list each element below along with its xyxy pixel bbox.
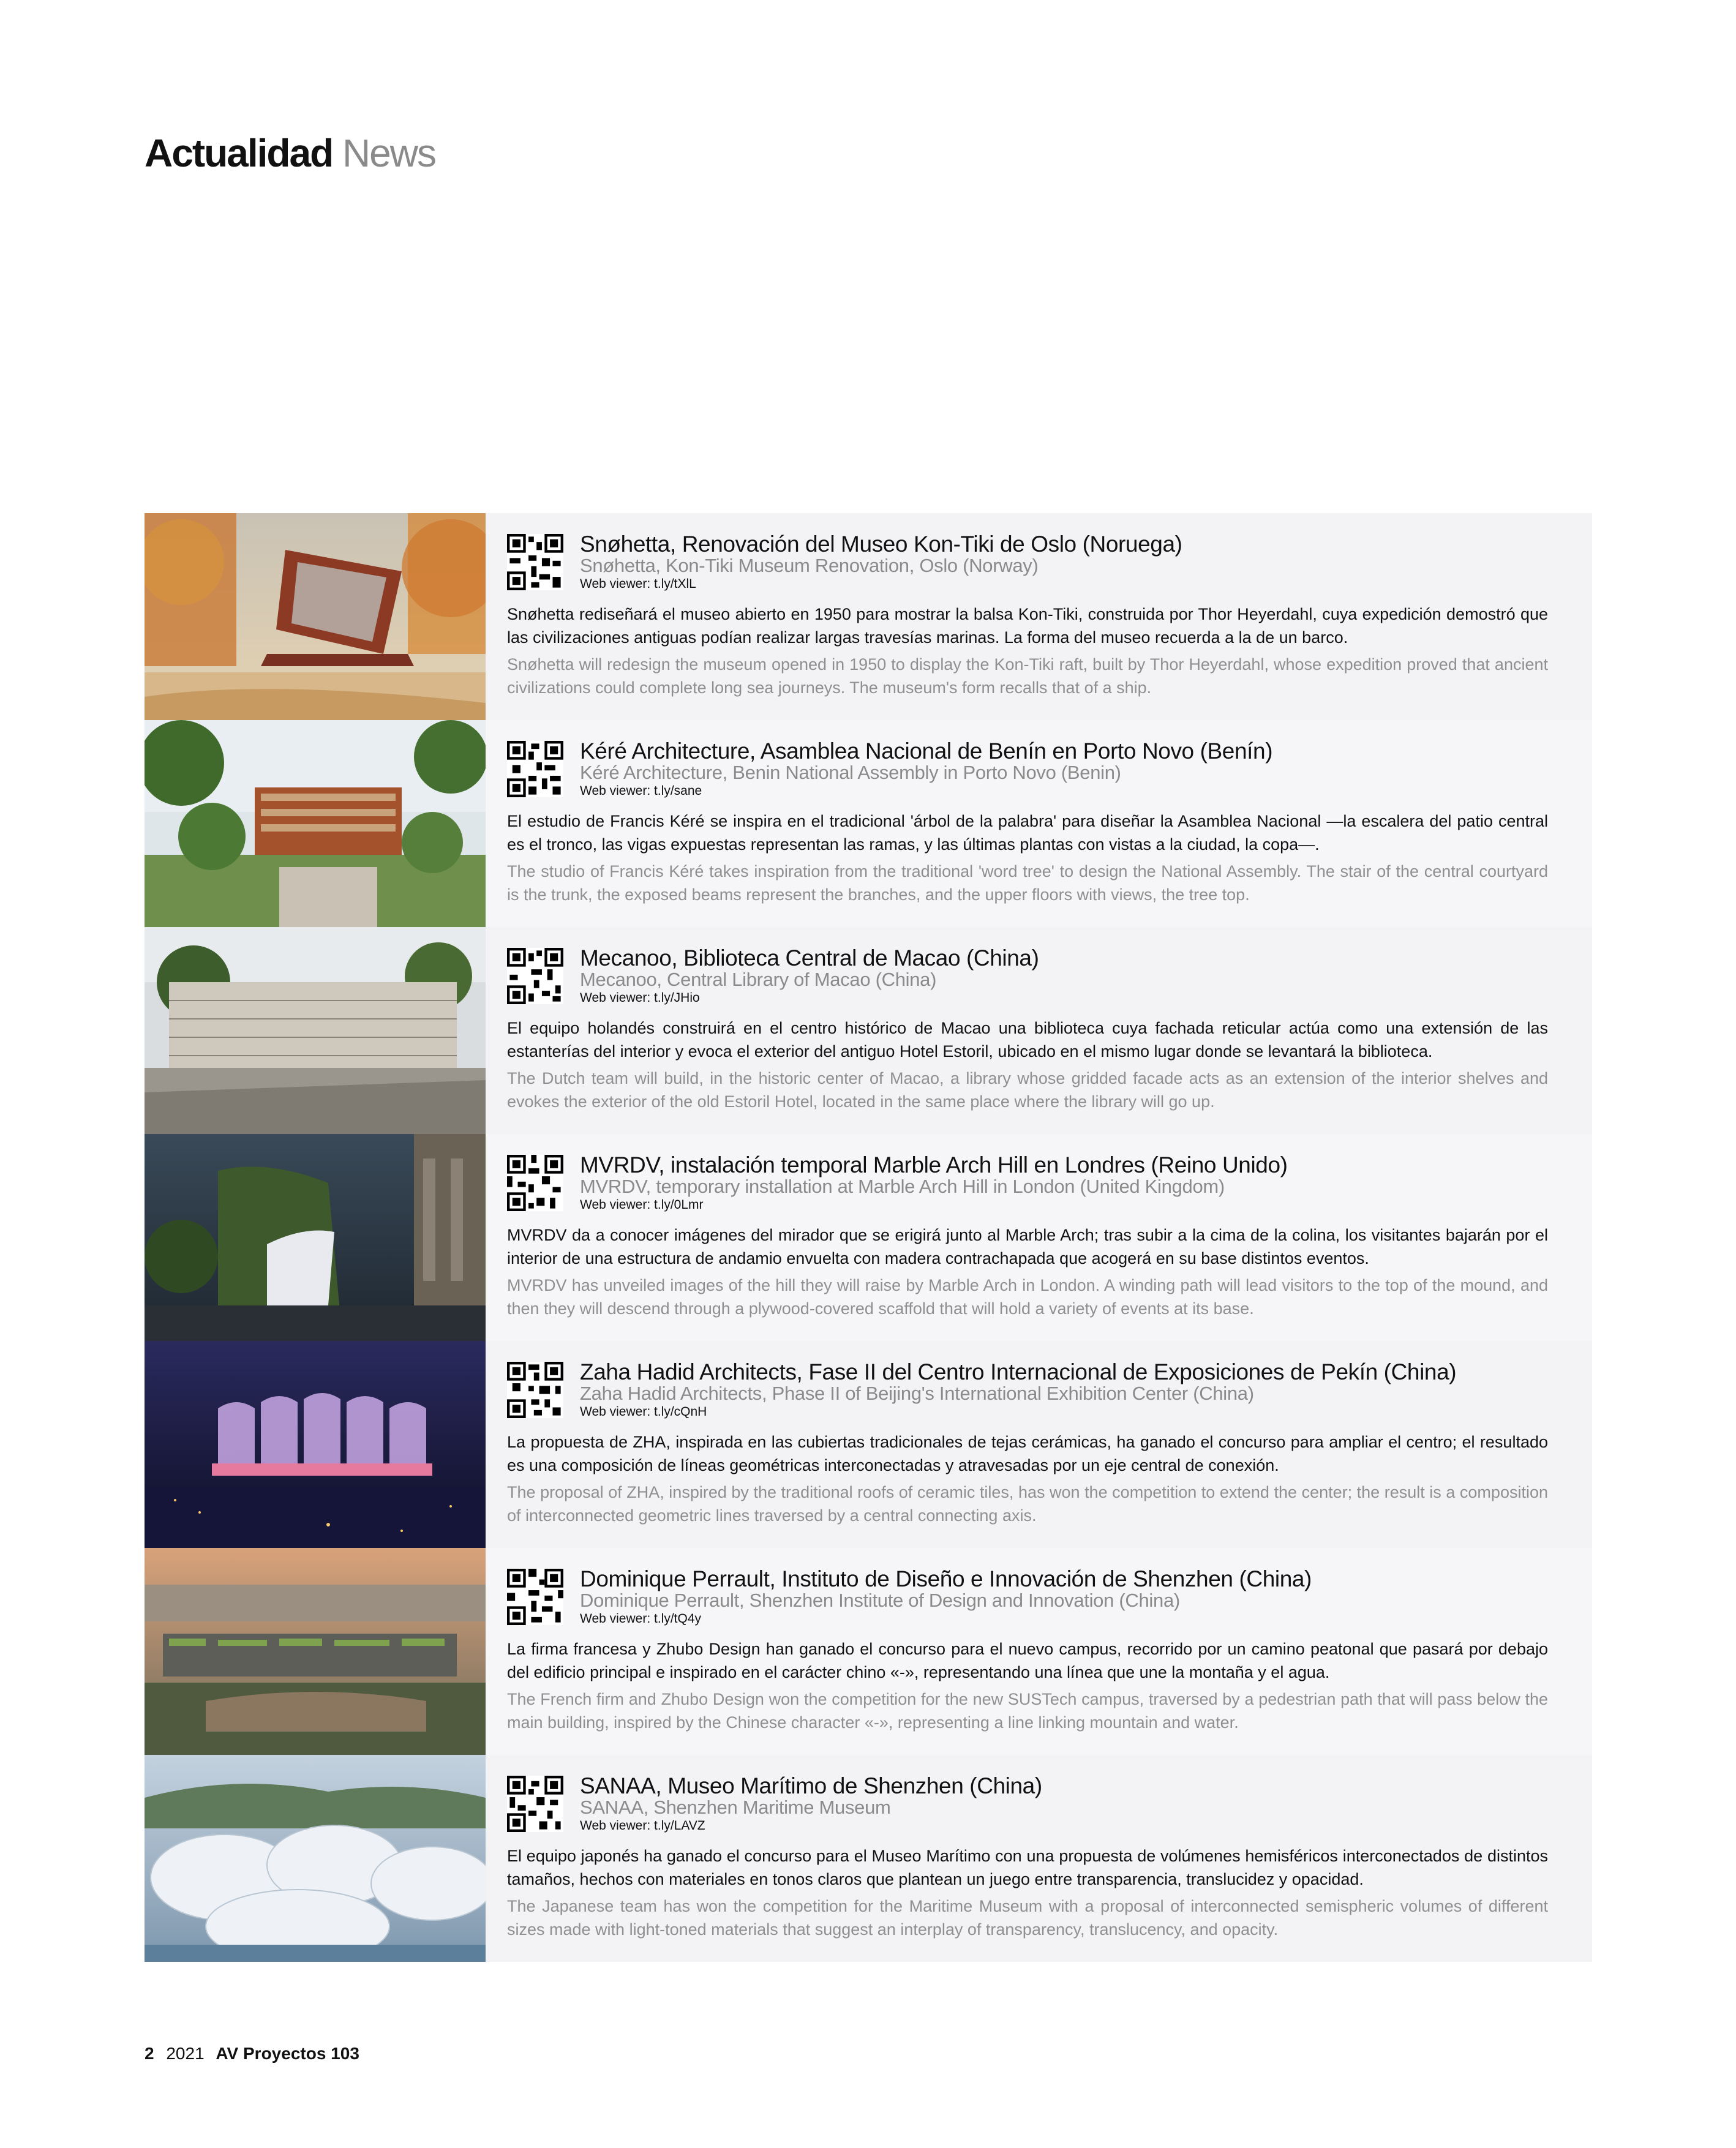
web-viewer-prefix: Web viewer:: [580, 991, 654, 1005]
web-viewer-link[interactable]: [580, 1405, 707, 1419]
news-title-en: Kéré Architecture, Benin National Assembly in Porto Novo (Benin): [580, 762, 1121, 783]
web-viewer-link[interactable]: [580, 1819, 705, 1833]
qr-code-icon[interactable]: [507, 1362, 563, 1418]
web-viewer-url[interactable]: t.ly/tXlL: [654, 577, 696, 591]
web-viewer-link[interactable]: [580, 991, 700, 1005]
web-viewer-prefix: Web viewer:: [580, 1612, 654, 1626]
news-photo: [145, 1548, 486, 1755]
news-item-sanaa: [145, 1755, 1592, 1962]
news-body-en: The French firm and Zhubo Design won the competition for the new SUSTech campus, traversed by a pedestrian path that will pass below the main building, inspired by the Chinese character «-», representing a line linking mountain and water.: [507, 1690, 1548, 1732]
news-photo: [145, 1341, 486, 1548]
news-item-zaha-hadid: [145, 1341, 1592, 1548]
news-item-dominique-perrault: [145, 1548, 1592, 1755]
news-title-en: Dominique Perrault, Shenzhen Institute of Design and Innovation (China): [580, 1590, 1180, 1611]
qr-code-icon[interactable]: [507, 534, 563, 590]
web-viewer-url[interactable]: t.ly/sane: [654, 784, 702, 798]
news-title-es: SANAA, Museo Marítimo de Shenzhen (China): [580, 1773, 1042, 1798]
news-list: [145, 513, 1592, 1962]
page-title-es: Actualidad: [145, 131, 333, 175]
news-title-en: SANAA, Shenzhen Maritime Museum: [580, 1797, 891, 1818]
page-footer: [145, 2044, 359, 2064]
news-title-es: Mecanoo, Biblioteca Central de Macao (China): [580, 945, 1039, 971]
web-viewer-link[interactable]: [580, 784, 702, 798]
news-title-en: Zaha Hadid Architects, Phase II of Beijing's International Exhibition Center (China): [580, 1383, 1254, 1404]
qr-code-icon[interactable]: [507, 741, 563, 797]
web-viewer-prefix: Web viewer:: [580, 1198, 654, 1212]
news-item-mecanoo: [145, 927, 1592, 1134]
news-photo: [145, 927, 486, 1134]
news-photo: [145, 513, 486, 720]
qr-code-icon[interactable]: [507, 1569, 563, 1625]
news-item-snohetta: [145, 513, 1592, 720]
web-viewer-url[interactable]: t.ly/LAVZ: [654, 1819, 705, 1833]
web-viewer-url[interactable]: t.ly/tQ4y: [654, 1612, 702, 1626]
news-body-en: Snøhetta will redesign the museum opened in 1950 to display the Kon-Tiki raft, built by Thor Heyerdahl, whose expedition proved that ancient civilizations could complete long sea journeys. The museum's form recalls that of a ship.: [507, 655, 1548, 697]
page-title-en: News: [342, 131, 435, 175]
web-viewer-prefix: Web viewer:: [580, 1405, 654, 1419]
news-body-es: El equipo holandés construirá en el centro histórico de Macao una biblioteca cuya fachada reticular actúa como una extensión de las estanterías del interior y evoca el exterior del antiguo Hotel Estoril, ubicado en el mismo lugar donde se levantará la biblioteca.: [507, 1019, 1548, 1061]
news-title-es: Snøhetta, Renovación del Museo Kon-Tiki de Oslo (Noruega): [580, 531, 1182, 557]
web-viewer-url[interactable]: t.ly/cQnH: [654, 1405, 707, 1419]
news-item-mvrdv: [145, 1134, 1592, 1341]
news-body-en: The proposal of ZHA, inspired by the traditional roofs of ceramic tiles, has won the competition to extend the center; the result is a composition of interconnected geometric lines traversed by a central connecting axis.: [507, 1483, 1548, 1525]
news-title-es: Dominique Perrault, Instituto de Diseño e Innovación de Shenzhen (China): [580, 1566, 1312, 1591]
qr-code-icon[interactable]: [507, 948, 563, 1004]
news-title-es: Zaha Hadid Architects, Fase II del Centro Internacional de Exposiciones de Pekín (China): [580, 1359, 1457, 1384]
web-viewer-url[interactable]: t.ly/JHio: [654, 991, 700, 1005]
web-viewer-prefix: Web viewer:: [580, 577, 654, 591]
news-body-en: The Dutch team will build, in the historic center of Macao, a library whose gridded facade acts as an extension of the interior shelves and evokes the exterior of the old Estoril Hotel, located in the same place where the library will go up.: [507, 1069, 1548, 1111]
news-body-es: La firma francesa y Zhubo Design han ganado el concurso para el nuevo campus, recorrido por un camino peatonal que pasará por debajo del edificio principal e inspirado en el carácter chino «-», representando una línea que une la montaña y el agua.: [507, 1640, 1548, 1681]
web-viewer-link[interactable]: [580, 577, 696, 591]
news-item-kere: [145, 720, 1592, 927]
web-viewer-prefix: Web viewer:: [580, 784, 654, 798]
news-body-en: MVRDV has unveiled images of the hill they will raise by Marble Arch in London. A winding path will lead visitors to the top of the mound, and then they will descend through a plywood-covered scaffold that will hold a variety of events at its base.: [507, 1276, 1548, 1318]
news-body-es: El estudio de Francis Kéré se inspira en el tradicional 'árbol de la palabra' para diseñar la Asamblea Nacional —la escalera del patio central es el tronco, las vigas expuestas representan las ramas, y las últimas plantas con vistas a la ciudad, la copa—.: [507, 812, 1548, 854]
web-viewer-prefix: Web viewer:: [580, 1819, 654, 1833]
news-body-en: The studio of Francis Kéré takes inspiration from the traditional 'word tree' to design the National Assembly. The stair of the central courtyard is the trunk, the exposed beams represent the branches, and the upper floors with views, the tree top.: [507, 862, 1548, 904]
page-number: 2: [145, 2044, 154, 2063]
publication-year: 2021: [166, 2044, 205, 2063]
publication-name: AV Proyectos 103: [216, 2044, 359, 2063]
news-title-es: Kéré Architecture, Asamblea Nacional de Benín en Porto Novo (Benín): [580, 738, 1273, 764]
news-body-en: The Japanese team has won the competition for the Maritime Museum with a proposal of interconnected semispheric volumes of different sizes made with light-toned materials that suggest an interplay of transparency, translucency, and opacity.: [507, 1897, 1548, 1939]
qr-code-icon[interactable]: [507, 1155, 563, 1211]
qr-code-icon[interactable]: [507, 1776, 563, 1832]
web-viewer-url[interactable]: t.ly/0Lmr: [654, 1198, 704, 1212]
news-body-es: El equipo japonés ha ganado el concurso para el Museo Marítimo con una propuesta de volúmenes hemisféricos interconectados de distintos tamaños, hechos con materiales en tonos claros que plantean un juego entre transparencia, translucidez y opacidad.: [507, 1847, 1548, 1888]
news-title-en: Snøhetta, Kon-Tiki Museum Renovation, Oslo (Norway): [580, 555, 1039, 576]
news-body-es: Snøhetta rediseñará el museo abierto en 1950 para mostrar la balsa Kon-Tiki, construida por Thor Heyerdahl, cuya expedición demostró que las civilizaciones antiguas podían realizar largas travesías marinas. La forma del museo recuerda a la de un barco.: [507, 605, 1548, 647]
web-viewer-link[interactable]: [580, 1198, 704, 1212]
news-title-es: MVRDV, instalación temporal Marble Arch Hill en Londres (Reino Unido): [580, 1152, 1288, 1177]
page-title: [145, 133, 435, 173]
news-title-en: Mecanoo, Central Library of Macao (China): [580, 969, 937, 990]
news-photo: [145, 1755, 486, 1962]
news-photo: [145, 1134, 486, 1341]
news-title-en: MVRDV, temporary installation at Marble Arch Hill in London (United Kingdom): [580, 1176, 1225, 1197]
web-viewer-link[interactable]: [580, 1612, 701, 1626]
news-body-es: MVRDV da a conocer imágenes del mirador que se erigirá junto al Marble Arch; tras subir a la cima de la colina, los visitantes bajarán por el interior de una estructura de andamio envuelta con madera contrachapada que acogerá en su base distintos eventos.: [507, 1226, 1548, 1267]
news-photo: [145, 720, 486, 927]
news-body-es: La propuesta de ZHA, inspirada en las cubiertas tradicionales de tejas cerámicas, ha ganado el concurso para ampliar el centro; el resultado es una composición de líneas geométricas interconectadas y atravesadas por un eje central de conexión.: [507, 1433, 1548, 1474]
